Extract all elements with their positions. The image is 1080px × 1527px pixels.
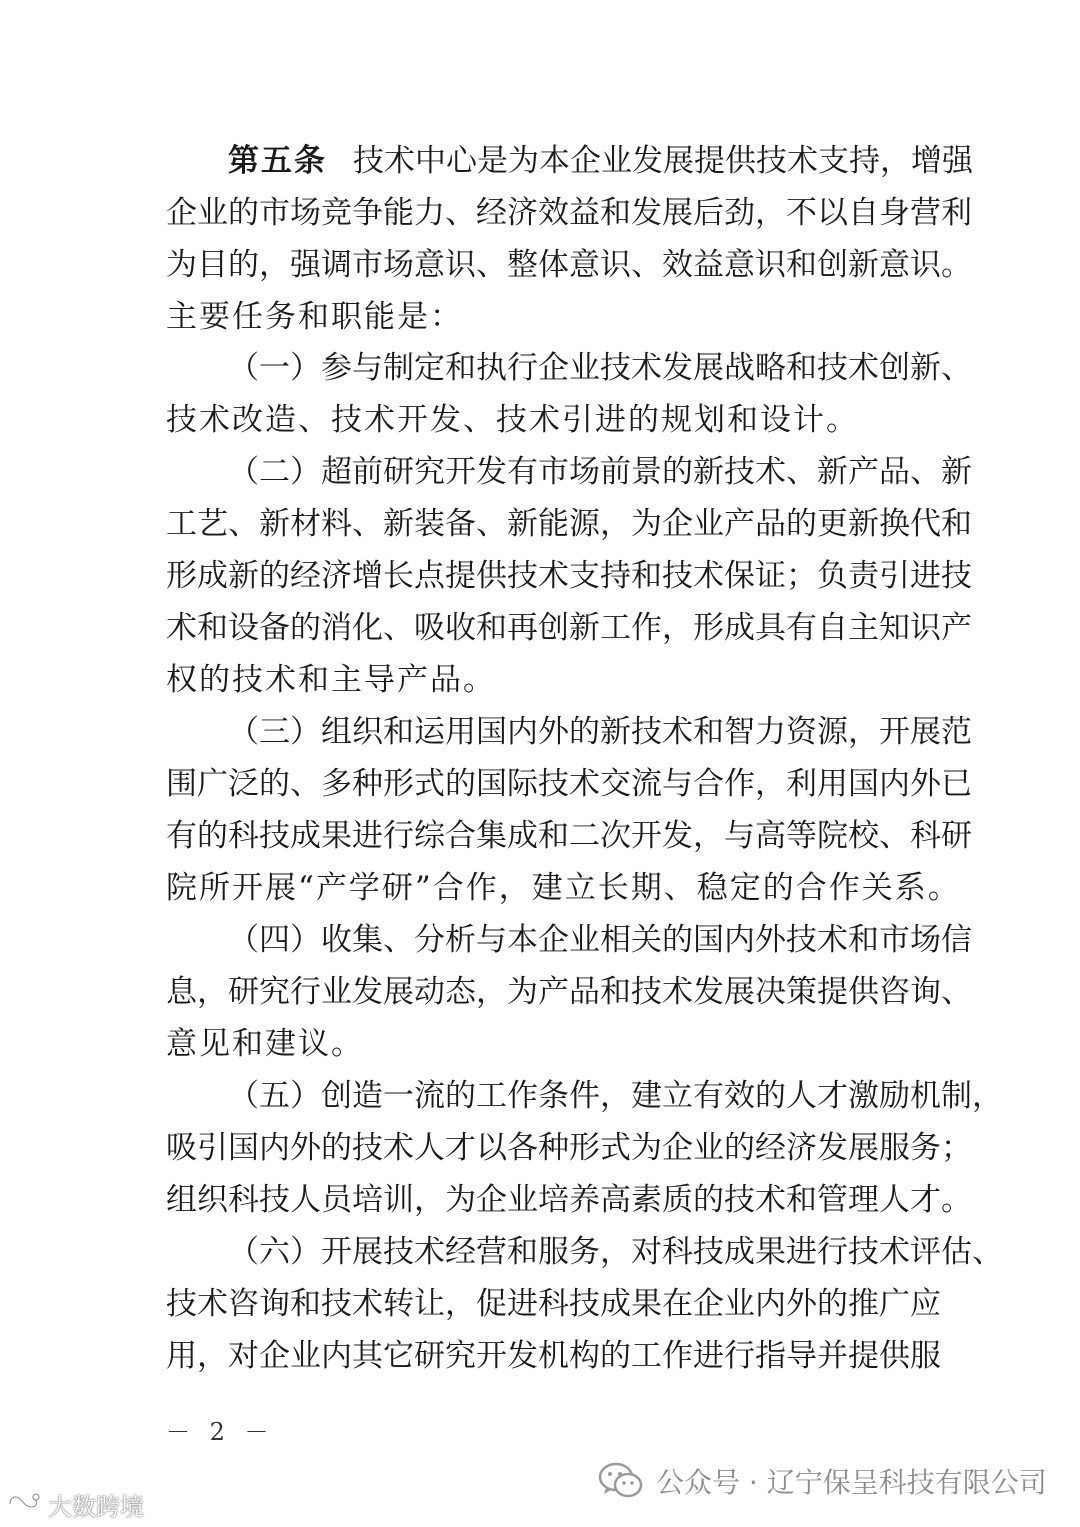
corner-logo (6, 1491, 42, 1517)
item-text-line: 技术改造、技术开发、技术引进的规划和设计。 (166, 402, 859, 438)
article-heading-line (166, 135, 973, 187)
item-text-line: 形成新的经济增长点提供技术支持和技术保证；负责引进技 (166, 558, 972, 594)
item-text-line: 吸引国内外的技术人才以各种形式为企业的经济发展服务； (166, 1130, 972, 1166)
wechat-icon (598, 1461, 644, 1501)
item-text-line: （二）超前研究开发有市场前景的新技术、新产品、新 (228, 454, 972, 490)
item-text-line: 技术咨询和技术转让，促进科技成果在企业内外的推广应 (166, 1286, 941, 1322)
item-text-line: 息，研究行业发展动态，为产品和技术发展决策提供咨询、 (166, 974, 972, 1010)
corner-mark-text: 大数跨境 (48, 1492, 144, 1521)
article-text-line: 企业的市场竞争能力、经济效益和发展后劲，不以自身营利 (166, 195, 972, 231)
article-text-line: 为目的，强调市场意识、整体意识、效益意识和创新意识。 (166, 247, 972, 283)
item-text-line: （三）组织和运用国内外的新技术和智力资源，开展范 (228, 714, 972, 750)
item-text-line: 意见和建议。 (166, 1026, 364, 1062)
wechat-watermark (598, 1455, 1047, 1507)
item-text-line: 用，对企业内其它研究开发机构的工作进行指导并提供服 (166, 1338, 941, 1374)
corner-watermark (6, 1485, 144, 1523)
item-text-line: （一）参与制定和执行企业技术发展战略和技术创新、 (228, 350, 972, 386)
article-text-line: 主要任务和职能是： (166, 299, 463, 335)
article-number: 第五条 (228, 143, 327, 179)
item-text-line: （四）收集、分析与本企业相关的国内外技术和市场信 (228, 922, 972, 958)
item-text-line: 组织科技人员培训，为企业培养高素质的技术和管理人才。 (166, 1182, 972, 1218)
item-text-line: （六）开展技术经营和服务，对科技成果进行技术评估、 (228, 1234, 1003, 1270)
item-text-line: 院所开展“产学研”合作，建立长期、稳定的合作关系。 (166, 870, 961, 906)
item-text-line: 有的科技成果进行综合集成和二次开发，与高等院校、科研 (166, 818, 972, 854)
item-text-line: 工艺、新材料、新装备、新能源，为企业产品的更新换代和 (166, 506, 972, 542)
item-text-line: 围广泛的、多种形式的国际技术交流与合作，利用国内外已 (166, 766, 972, 802)
article-text: 技术中心是为本企业发展提供技术支持，增强 (353, 143, 973, 179)
watermark-text: 公众号 · 辽宁保呈科技有限公司 (656, 1466, 1047, 1499)
item-text-line: （五）创造一流的工作条件，建立有效的人才激励机制， (228, 1078, 1003, 1114)
page-number: － 2 － (166, 1418, 275, 1446)
item-text-line: 术和设备的消化、吸收和再创新工作，形成具有自主知识产 (166, 610, 972, 646)
item-text-line: 权的技术和主导产品。 (166, 662, 496, 698)
